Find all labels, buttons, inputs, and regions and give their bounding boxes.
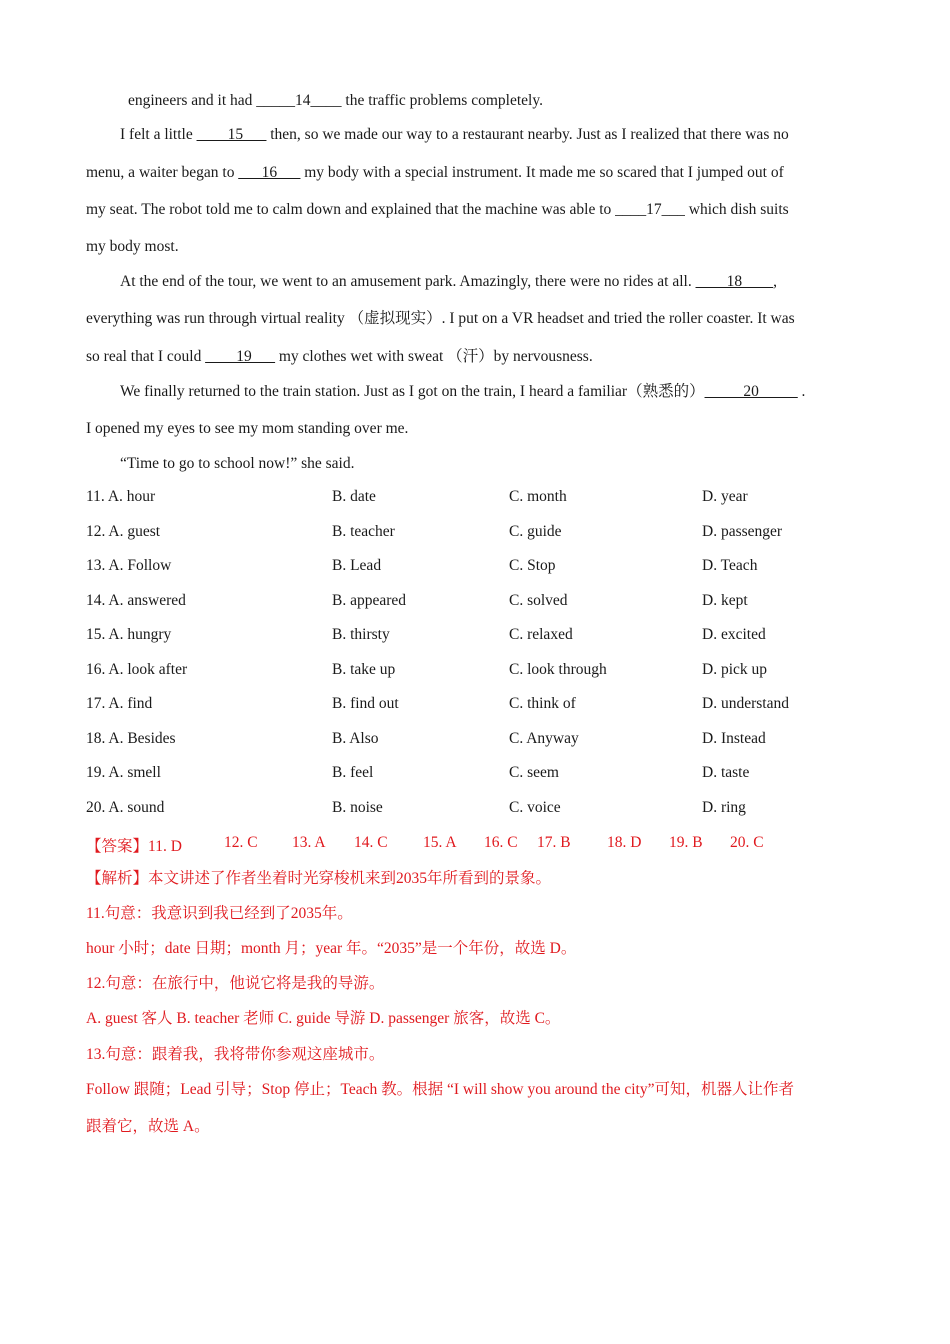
passage-line-6 [120,272,777,292]
question-row [86,799,866,819]
answer-key [86,834,866,854]
passage-text: which dish suits [684,201,789,218]
passage-line-10: I opened my eyes to see my mom standing over me. [86,420,409,437]
passage-line-4 [86,200,789,220]
blank-16: ___16___ [238,164,301,181]
analysis-q12-note: A. guest 客人 B. teacher 老师 C. guide 导游 D. passenger 旅客，故选 C。 [86,1010,561,1027]
option-c: C. month [509,488,567,505]
option-d: D. kept [702,592,748,609]
option-d: D. Teach [702,557,758,574]
option-b: B. take up [332,661,396,678]
question-row [86,488,866,508]
answer-item: 19. B [669,834,703,851]
option-c: C. relaxed [509,626,573,643]
blank-17: ____17___ [615,201,685,218]
passage-text: menu, a waiter began to [86,164,239,181]
option-b: B. appeared [332,592,407,609]
passage-text: my seat. The robot told me to calm down and explained that the machine was able to [86,201,616,218]
option-a: 18. A. Besides [86,730,176,747]
option-b: B. date [332,488,376,505]
passage-line-5: my body most. [86,238,179,255]
option-b: B. find out [332,695,399,712]
option-d: D. passenger [702,523,783,540]
passage-text: so real that I could [86,348,206,365]
option-d: D. year [702,488,748,505]
option-c: C. Anyway [509,730,579,747]
answer-item: 12. C [224,834,258,851]
option-a: 11. A. hour [86,488,156,505]
passage-line-1 [128,91,543,111]
question-row [86,764,866,784]
option-a: 15. A. hungry [86,626,172,643]
answer-item: 11. D [148,838,182,855]
option-a: 17. A. find [86,695,153,712]
option-b: B. Also [332,730,379,747]
option-d: D. Instead [702,730,766,747]
option-a: 16. A. look after [86,661,188,678]
answer-item: 16. C [484,834,518,851]
option-d: D. taste [702,764,750,781]
passage-text: We finally returned to the train station. Just as I got on the train, I heard a familiar（熟悉的） [120,383,705,400]
option-d: D. pick up [702,661,768,678]
option-c: C. look through [509,661,607,678]
option-b: B. Lead [332,557,382,574]
question-row [86,661,866,681]
passage-text: , [773,273,777,290]
question-row [86,730,866,750]
question-row [86,626,866,646]
analysis-q13-note-cont: 跟着它，故选 A。 [86,1118,210,1135]
passage-line-11: “Time to go to school now!” she said. [120,455,355,472]
answer-label: 【答案】11. D [86,838,182,855]
passage-line-3 [86,163,784,183]
answer-item: 13. A [292,834,326,851]
answer-item: 15. A [423,834,457,851]
option-b: B. thirsty [332,626,390,643]
passage-text: my body with a special instrument. It made me so scared that I jumped out of [300,164,784,181]
passage-text: my clothes wet with sweat （汗）by nervousness. [274,348,593,365]
option-c: C. solved [509,592,568,609]
analysis-q11-note: hour 小时；date 日期；month 月；year 年。“2035”是一个年份，故选 D。 [86,940,577,957]
analysis-q11: 11.句意：我意识到我已经到了2035年。 [86,905,353,922]
option-c: C. think of [509,695,576,712]
option-a: 20. A. sound [86,799,165,816]
blank-19: ____19___ [205,348,275,365]
passage-text: . [797,383,806,400]
option-c: C. voice [509,799,561,816]
option-a: 13. A. Follow [86,557,172,574]
option-a: 19. A. smell [86,764,161,781]
blank-14: 14 [295,92,311,109]
question-row [86,695,866,715]
option-b: B. noise [332,799,383,816]
answer-item: 17. B [537,834,571,851]
question-row [86,557,866,577]
blank-15: ____15___ [196,126,267,143]
analysis-intro: 【解析】本文讲述了作者坐着时光穿梭机来到2035年所看到的景象。 [86,870,552,887]
analysis-q12: 12.句意：在旅行中，他说它将是我的导游。 [86,975,385,992]
option-d: D. ring [702,799,746,816]
passage-text: ____ the traffic problems completely. [310,92,543,109]
option-c: C. Stop [509,557,556,574]
blank-20: _____20_____ [704,383,798,400]
answer-item: 18. D [607,834,642,851]
passage-text: I felt a little [120,126,197,143]
passage-text: engineers and it had _____ [128,92,296,109]
passage-line-9 [120,382,805,402]
option-c: C. guide [509,523,562,540]
option-d: D. excited [702,626,766,643]
question-row [86,592,866,612]
analysis-q13-note: Follow 跟随；Lead 引导；Stop 停止；Teach 教。根据 “I will show you around the city”可知，机器人让作者 [86,1081,794,1098]
option-a: 14. A. answered [86,592,186,609]
option-b: B. teacher [332,523,395,540]
passage-line-8 [86,347,593,367]
passage-line-2 [120,125,789,145]
analysis-q13: 13.句意：跟着我，我将带你参观这座城市。 [86,1046,385,1063]
passage-text: then, so we made our way to a restaurant nearby. Just as I realized that there was no [266,126,789,143]
option-d: D. understand [702,695,789,712]
option-a: 12. A. guest [86,523,161,540]
answer-item: 20. C [730,834,764,851]
question-row [86,523,866,543]
passage-text: At the end of the tour, we went to an amusement park. Amazingly, there were no rides at all. [120,273,696,290]
blank-18: ____18____ [695,273,774,290]
option-b: B. feel [332,764,374,781]
passage-line-7: everything was run through virtual reality （虚拟现实）. I put on a VR headset and tried the roller coaster. It was [86,310,795,327]
answer-item: 14. C [354,834,388,851]
option-c: C. seem [509,764,559,781]
